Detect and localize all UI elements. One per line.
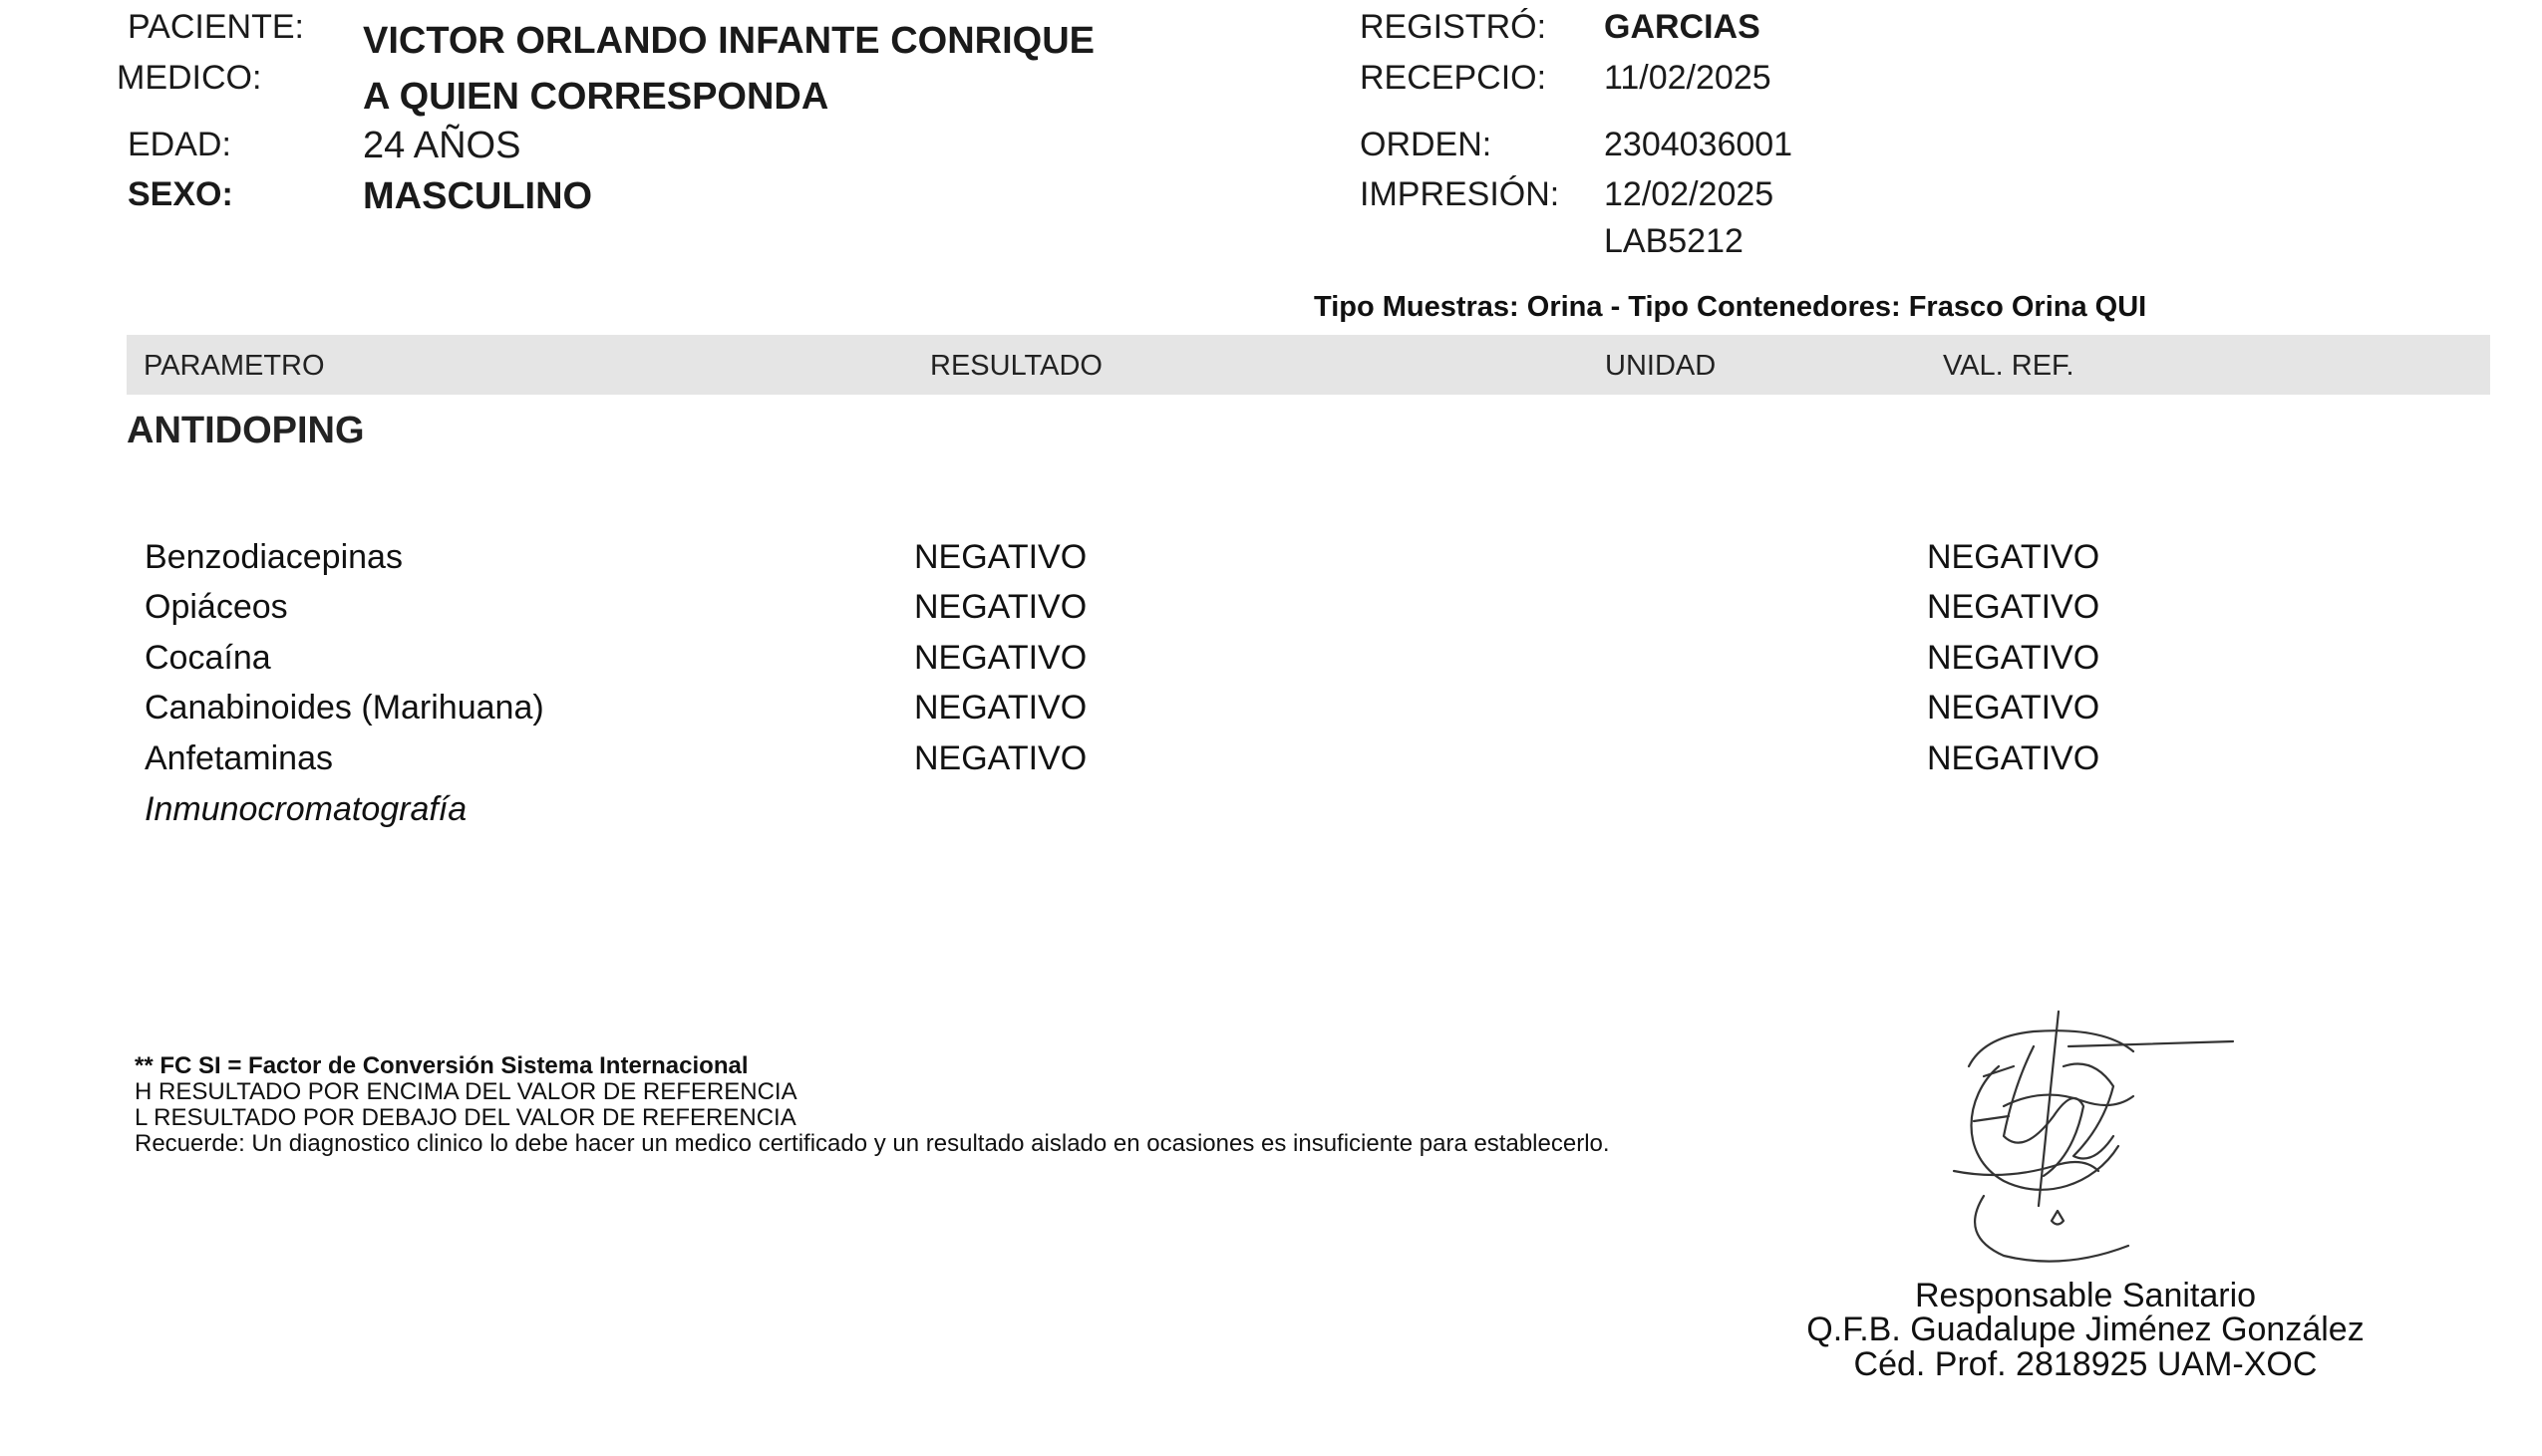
order-number: 2304036001 xyxy=(1604,126,1793,163)
received-value: 11/02/2025 xyxy=(1604,59,1771,97)
lab-code: LAB5212 xyxy=(1604,222,1744,260)
col-header-result: RESULTADO xyxy=(930,350,1103,382)
signatory-name: Q.F.B. Guadalupe Jiménez González xyxy=(1806,1310,2365,1348)
printed-value: 12/02/2025 xyxy=(1604,175,1774,213)
doctor-name: A QUIEN CORRESPONDA xyxy=(363,76,829,118)
order-label: ORDEN: xyxy=(1360,126,1492,163)
results-table-header xyxy=(127,335,2490,395)
row-ref: NEGATIVO xyxy=(1927,588,2100,626)
row-parameter: Anfetaminas xyxy=(145,739,333,777)
received-label: RECEPCIO: xyxy=(1360,59,1547,97)
row-result: NEGATIVO xyxy=(914,639,1088,677)
footnote-low: L RESULTADO POR DEBAJO DEL VALOR DE REFERENCIA xyxy=(135,1104,796,1131)
signatory-license: Céd. Prof. 2818925 UAM-XOC xyxy=(1853,1345,2318,1383)
signature-stroke xyxy=(2052,1211,2064,1225)
row-result: NEGATIVO xyxy=(914,538,1088,576)
method-note: Inmunocromatografía xyxy=(145,790,468,828)
footnote-reminder: Recuerde: Un diagnostico clinico lo debe hacer un medico certificado y un resultado aislado en ocasiones es insuficiente para establecerlo. xyxy=(135,1130,1610,1157)
row-result: NEGATIVO xyxy=(914,739,1088,777)
col-header-parameter: PARAMETRO xyxy=(144,350,325,382)
row-result: NEGATIVO xyxy=(914,588,1088,626)
col-header-unit: UNIDAD xyxy=(1605,350,1717,382)
sex-label: SEXO: xyxy=(128,175,233,213)
row-parameter: Benzodiacepinas xyxy=(145,538,403,576)
section-title: ANTIDOPING xyxy=(127,410,365,451)
row-ref: NEGATIVO xyxy=(1927,739,2100,777)
age-label: EDAD: xyxy=(128,126,231,163)
sex-value: MASCULINO xyxy=(363,175,593,217)
signature-stroke xyxy=(1974,1066,2014,1121)
row-ref: NEGATIVO xyxy=(1927,689,2100,727)
age-value: 24 AÑOS xyxy=(363,125,521,166)
row-result: NEGATIVO xyxy=(914,689,1088,727)
patient-name: VICTOR ORLANDO INFANTE CONRIQUE xyxy=(363,20,1095,62)
col-header-ref: VAL. REF. xyxy=(1943,350,2074,382)
signature-stroke xyxy=(1954,1162,2098,1175)
footnote-high: H RESULTADO POR ENCIMA DEL VALOR DE REFERENCIA xyxy=(135,1078,797,1105)
signature-stroke xyxy=(1969,1030,2133,1066)
footnote-fc-si: ** FC SI = Factor de Conversión Sistema Internacional xyxy=(135,1052,749,1079)
signature-stroke xyxy=(2068,1041,2233,1046)
sample-info: Tipo Muestras: Orina - Tipo Contenedores: Frasco Orina QUI xyxy=(1314,291,2147,323)
row-ref: NEGATIVO xyxy=(1927,639,2100,677)
row-parameter: Canabinoides (Marihuana) xyxy=(145,689,544,727)
row-ref: NEGATIVO xyxy=(1927,538,2100,576)
signature-stroke xyxy=(2039,1012,2059,1206)
doctor-label: MEDICO: xyxy=(117,59,262,97)
patient-name-label: PACIENTE: xyxy=(128,8,304,46)
signatory-role: Responsable Sanitario xyxy=(1914,1277,2257,1314)
row-parameter: Opiáceos xyxy=(145,588,288,626)
signature-stroke xyxy=(1975,1196,2128,1262)
signature-image xyxy=(1944,1007,2253,1276)
row-parameter: Cocaína xyxy=(145,639,271,677)
registered-label: REGISTRÓ: xyxy=(1360,8,1547,46)
registered-value: GARCIAS xyxy=(1604,8,1760,46)
printed-label: IMPRESIÓN: xyxy=(1360,175,1560,213)
